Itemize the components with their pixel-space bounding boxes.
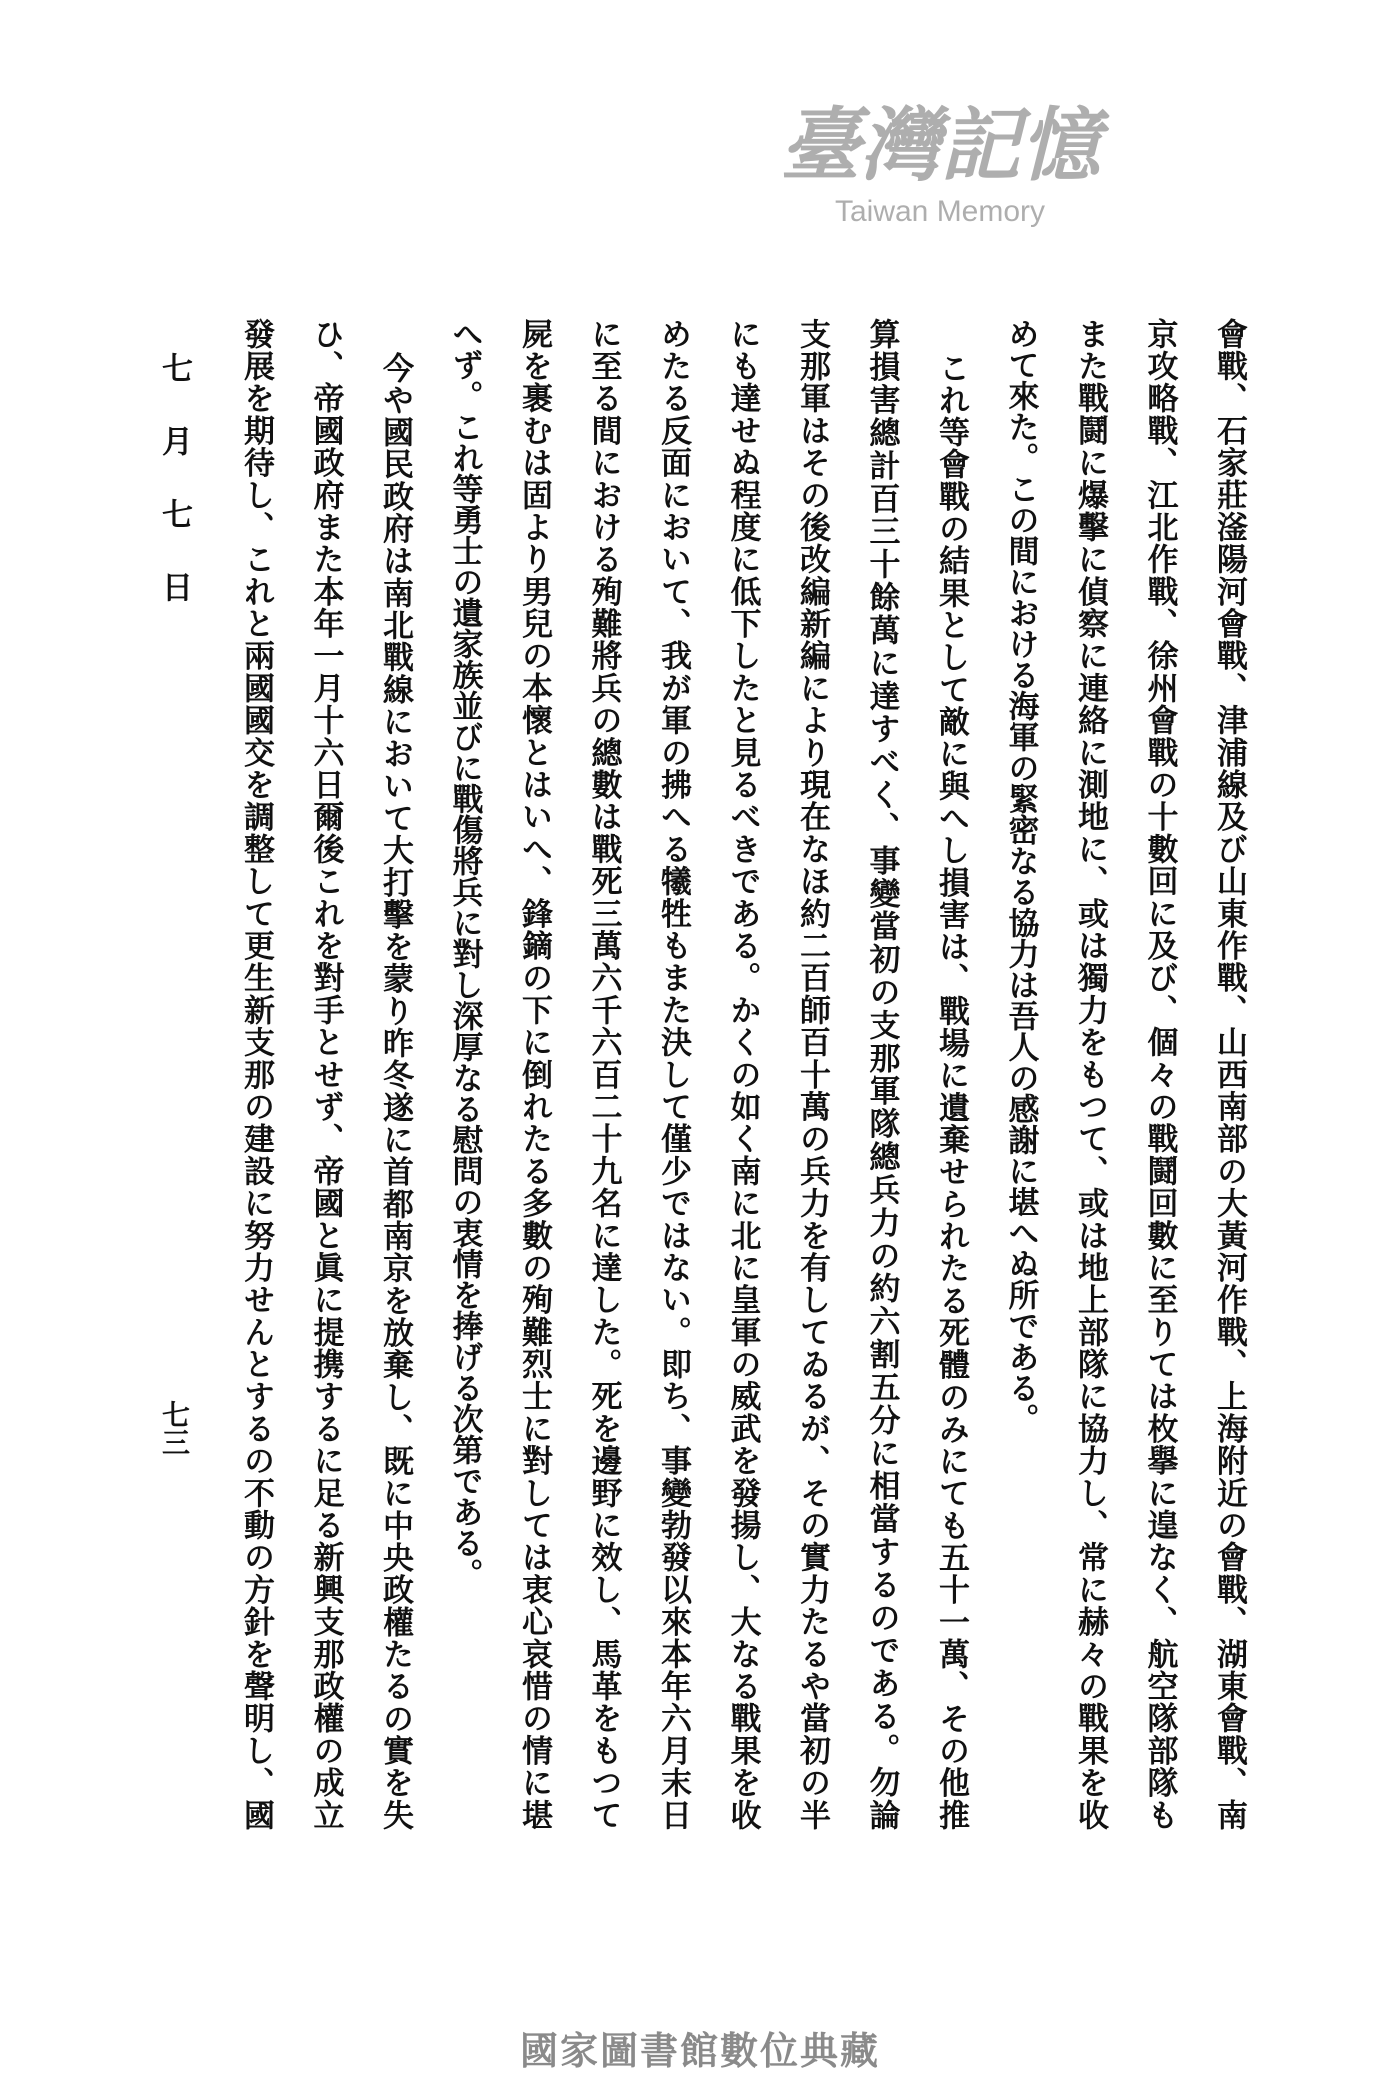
page-number: 七三: [158, 1400, 191, 1456]
text-column: めて來た。この間における海軍の緊密なる協力は吾人の感謝に堪へぬ所である。: [1002, 318, 1039, 1434]
text-column: へず。これ等勇士の遺家族並びに戰傷將兵に對し深厚なる慰問の衷情を捧げる次第である。: [446, 318, 483, 1589]
text-column: に至る間における殉難將兵の總數は戰死三萬六千六百二十九名に達した。死を邊野に效し、馬革をもつて: [585, 318, 622, 1830]
text-column: めたる反面において、我が軍の拂へる犧牲もまた決して僅少ではない。即ち、事變勃發以來本年六月末日: [655, 318, 691, 1830]
text-column: ひ、帝國政府また本年一月十六日爾後これを對手とせず、帝國と眞に提携するに足る新興支那政權の成立: [307, 318, 344, 1830]
text-column: にも達せぬ程度に低下したと見るべきである。かくの如く南に北に皇軍の威武を發揚し、大なる戰果を收: [724, 318, 761, 1830]
watermark-chinese: 臺灣記憶: [780, 98, 1100, 192]
footer-archive-label: 國家圖書館數位典藏: [519, 2029, 880, 2073]
watermark-logo: [740, 100, 1140, 230]
watermark-english: Taiwan Memory: [834, 195, 1046, 228]
text-column: 支那軍はその後改編新編により現在なほ約二百師百十萬の兵力を有してゐるが、その實力たるや當初の半: [794, 318, 830, 1830]
text-column: これ等會戰の結果として敵に與へし損害は、戰場に遺棄せられたる死體のみにても五十一萬、その他推: [933, 352, 969, 1830]
date-line: 七月七日: [156, 352, 192, 644]
text-column: 今や國民政府は南北戰線において大打擊を蒙り昨冬遂に首都南京を放棄し、既に中央政權たるの實を失: [377, 352, 413, 1830]
text-column: 會戰、石家莊滏陽河會戰、津浦線及び山東作戰、山西南部の大黃河作戰、上海附近の會戰、湖東會戰、南: [1211, 318, 1247, 1830]
text-column: また戰鬪に爆擊に偵察に連絡に測地に、或は獨力をもつて、或は地上部隊に協力し、常に赫々の戰果を收: [1072, 318, 1108, 1830]
text-column: 算損害總計百三十餘萬に達すべく、事變當初の支那軍隊總兵力の約六割五分に相當するのである。勿論: [863, 318, 900, 1830]
text-column: 發展を期待し、これと兩國國交を調整して更生新支那の建設に努力せんとするの不動の方針を聲明し、國: [238, 318, 274, 1830]
text-column: 屍を裹むは固より男兒の本懷とはいへ、鋒鏑の下に倒れたる多數の殉難烈士に對しては衷心哀惜の情に堪: [516, 318, 552, 1830]
text-column: 京攻略戰、江北作戰、徐州會戰の十數回に及び、個々の戰鬪回數に至りては枚擧に遑なく、航空隊部隊も: [1141, 318, 1178, 1830]
